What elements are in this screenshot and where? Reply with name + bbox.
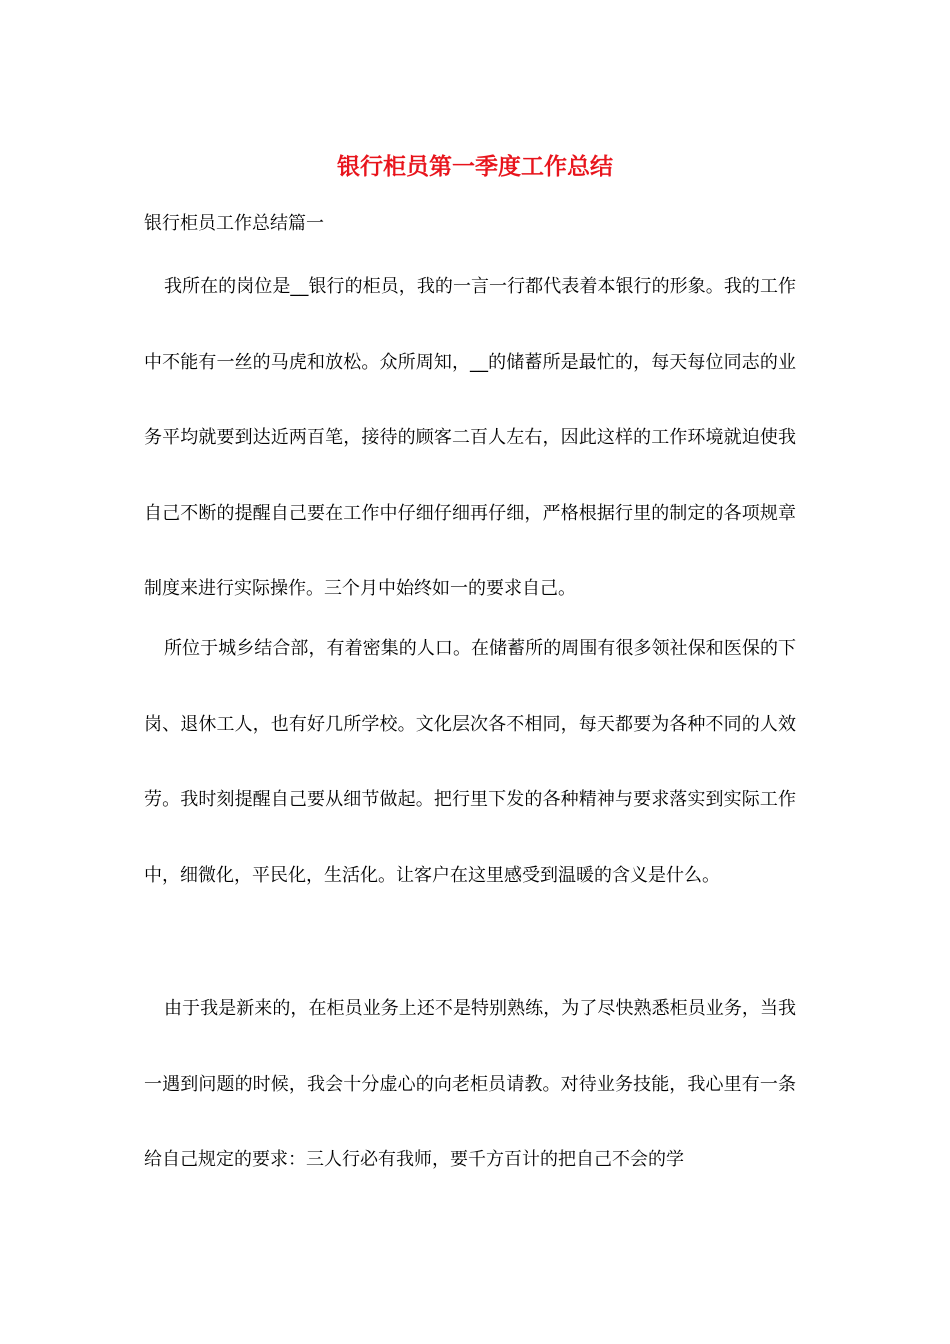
body-paragraph-2: 所位于城乡结合部，有着密集的人口。在储蓄所的周围有很多领社保和医保的下岗、退休工人，也有好几所学校。文化层次各不相同，每天都要为各种不同的人效劳。我时刻提醒自己要从细节做起。把行里下发的各种精神与要求落实到实际工作中，细微化，平民化，生活化。让客户在这里感受到温暖的含义是什么。 bbox=[144, 638, 796, 886]
document-title: 银行柜员第一季度工作总结 bbox=[337, 153, 613, 180]
body-paragraph-1: 我所在的岗位是__银行的柜员，我的一言一行都代表着本银行的形象。我的工作中不能有一丝的马虎和放松。众所周知，__的储蓄所是最忙的，每天每位同志的业务平均就要到达近两百笔，接待的顾客二百人左右，因此这样的工作环境就迫使我自己不断的提醒自己要在工作中仔细仔细再仔细，严格根据行里的制定的各项规章制度来进行实际操作。三个月中始终如一的要求自己。 bbox=[144, 276, 796, 599]
section-heading: 银行柜员工作总结篇一 bbox=[144, 213, 324, 234]
body-paragraph-3: 由于我是新来的，在柜员业务上还不是特别熟练，为了尽快熟悉柜员业务，当我一遇到问题的时候，我会十分虚心的向老柜员请教。对待业务技能，我心里有一条给自己规定的要求：三人行必有我师，要千方百计的把自己不会的学 bbox=[144, 998, 796, 1170]
